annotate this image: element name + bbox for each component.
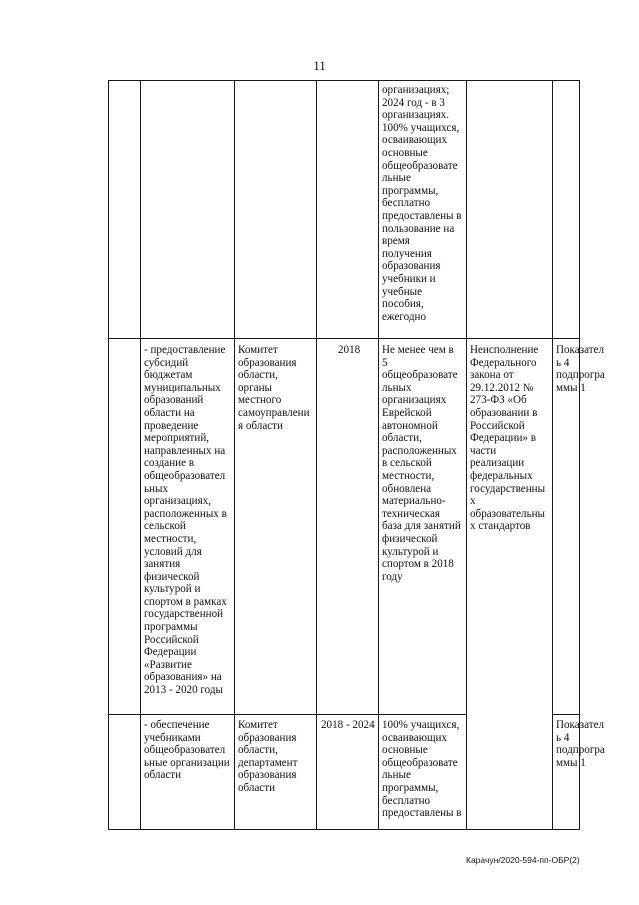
row2-link: Показател ь 4 подпрогра ммы 1 [556,344,605,394]
row3-executor: Комитет образования области, департамент образования области [238,719,298,794]
col-border [234,80,235,830]
col-border [316,80,317,830]
col-border [466,80,467,830]
row2-executor: Комитет образования области, органы местного самоуправлени я области [238,344,310,432]
page-number: 11 [313,58,326,73]
table-bottom-border [108,829,580,830]
col-border [140,80,141,830]
row2-result: Не менее чем в 5 общеобразовате льных организациях Еврейской автономной области, расположенных в сельской местности, обновлена материально- техническая база для занятий физической культурой и спортом в 2018 году [382,344,461,583]
col-border [378,80,379,830]
row-divider [108,338,580,339]
row2-measure: - предоставление субсидий бюджетам муниципальных образований области на проведение мероприятий, направленных на создание в общеобразовател ьных организациях, расположенных в сельской местности, условий для занятия физической культурой и спортом в рамках государственной программы Российской Федерации «Развитие образования» на 2013 - 2020 годы [144,344,227,697]
col-border [552,80,553,830]
col-border [579,80,580,830]
row2-consequences: Неисполнение Федерального закона от 29.12.2012 № 273-ФЗ «Об образовании в Российской Федерации» в части реализации федеральных государственны х образовательны х стандартов [470,344,546,533]
row2-period: 2018 [338,344,361,356]
row3-link: Показател ь 4 подпрогра ммы 1 [556,719,605,769]
row3-result: 100% учащихся, осваивающих основные общеобразовате льные программы, бесплатно предоставлены в [382,719,462,820]
row-divider [552,714,580,715]
table-top-border [108,80,580,81]
document-code: Карачун/2020-594-пп-ОБР(2) [466,855,580,865]
row1-result: организациях; 2024 год - в 3 организациях. 100% учащихся, осваивающих основные общеобразовате льные программы, бесплатно предоставлены в пользование на время получения образования учебники и учебные пособия, ежегодно [382,84,462,323]
col-border [108,80,109,830]
row3-measure: - обеспечение учебниками общеобразовател ьные организации области [144,719,230,782]
row3-period: 2018 - 2024 [321,719,375,731]
row-divider [108,714,467,715]
